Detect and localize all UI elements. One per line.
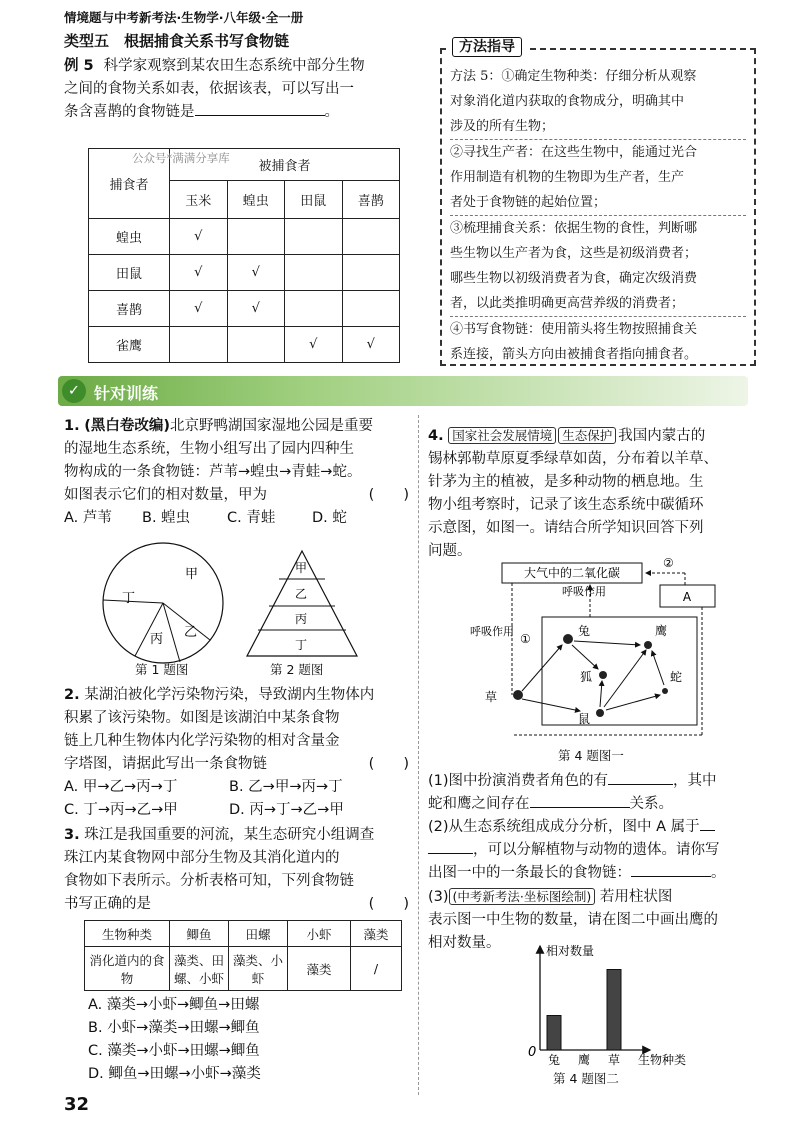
label-1: ① <box>520 632 531 646</box>
q3-option: A. 藻类→小虾→鲫鱼→田螺 <box>88 997 260 1013</box>
q3-table <box>84 920 402 991</box>
q2-option: A. 甲→乙→丙→丁 <box>64 779 178 795</box>
pyramid-label: 丁 <box>295 638 308 652</box>
eagle-icon <box>644 641 652 649</box>
example-label: 例 5 <box>64 58 94 74</box>
q1-line: 如图表示它们的相对数量，甲为 <box>64 487 267 503</box>
table-row <box>89 219 400 255</box>
q4-sub1-text: 关系。 <box>629 796 673 812</box>
grass-label: 草 <box>485 690 498 704</box>
x-tick-label: 兔 <box>547 1053 561 1067</box>
arrow <box>652 651 664 685</box>
q1-answer-paren[interactable]: ( ) <box>368 487 409 503</box>
method-line: ④书写食物链：使用箭头将生物按照捕食关 <box>450 316 746 342</box>
grass-icon <box>513 690 523 700</box>
q3-option: C. 藻类→小虾→田螺→鲫鱼 <box>88 1043 260 1059</box>
cell: √ <box>170 219 228 255</box>
question-4 <box>428 424 750 563</box>
q3-answer-paren[interactable]: ( ) <box>368 896 409 912</box>
method-line: 对象消化道内获取的食物成分，明确其中 <box>450 94 685 109</box>
pie-caption: 第 1 题图 <box>135 662 189 677</box>
q3-line: 珠江内某食物网中部分生物及其消化道内的 <box>64 850 340 866</box>
q3-col-header: 田螺 <box>229 921 288 947</box>
chart-caption: 第 4 题图二 <box>553 1071 619 1086</box>
q3-line: 珠江是我国重要的河流，某生态研究小组调查 <box>84 827 375 843</box>
rabbit-icon <box>563 634 573 644</box>
arrow <box>572 645 598 669</box>
cell <box>342 291 400 327</box>
mouse-icon <box>596 709 604 717</box>
q4-sub3-tag: (中考新考法·坐标图绘制) <box>449 888 596 905</box>
arrow <box>574 641 640 645</box>
table-row <box>89 327 400 363</box>
training-title: 针对训练 <box>94 384 159 403</box>
method-text <box>450 64 746 367</box>
row-name: 田鼠 <box>89 255 170 291</box>
animal-label: 鹰 <box>655 624 668 638</box>
q3-col-header: 小虾 <box>288 921 351 947</box>
prey-1: 蝗虫 <box>227 181 285 219</box>
method-line: 者处于食物链的起始位置； <box>450 195 607 210</box>
prey-0: 玉米 <box>170 181 228 219</box>
example-line-2: 之间的食物关系如表，依据该表，可以写出一 <box>64 81 354 97</box>
q3-option: D. 鲫鱼→田螺→小虾→藻类 <box>88 1066 261 1082</box>
prey-3: 喜鹊 <box>342 181 400 219</box>
table-row <box>89 291 400 327</box>
watermark: 公众号*满满分享库 <box>132 151 230 165</box>
method-line: ②寻找生产者：在这些生物中，能通过光合 <box>450 139 746 165</box>
method-line: 方法 5：①确定生物种类：仔细分析从观察 <box>450 69 697 84</box>
answer-blank[interactable] <box>428 839 473 854</box>
cell <box>285 219 343 255</box>
cell: √ <box>285 327 343 363</box>
q4-sub3-text: 相对数量。 <box>428 935 501 951</box>
cell: √ <box>170 291 228 327</box>
bar-chart <box>520 940 700 1070</box>
example-line-1: 科学家观察到某农田生态系统中部分生物 <box>103 58 365 74</box>
pie-label: 乙 <box>184 625 198 640</box>
pie-divider <box>135 603 163 656</box>
q3-number: 3. <box>64 827 80 843</box>
q1-number: 1. <box>64 418 80 434</box>
q2-line: 某湖泊被化学污染物污染，导致湖内生物体内 <box>84 687 375 703</box>
pie-label: 丙 <box>150 632 164 647</box>
section-title: 类型五 根据捕食关系书写食物链 <box>64 32 290 50</box>
resp-label-2: 呼吸作用 <box>562 585 606 598</box>
q4-sub2-text: (2)从生态系统组成成分分析，图中 A 属于 <box>428 819 700 835</box>
bar-兔 <box>547 1016 561 1051</box>
row-name: 蝗虫 <box>89 219 170 255</box>
arrow <box>604 650 646 707</box>
q4-sub2-text: 出图一中的一条最长的食物链： <box>428 865 631 881</box>
q4-line: 锡林郭勒草原夏季绿草如茵，分布着以羊草、 <box>428 451 718 467</box>
pyramid-figure <box>245 548 360 660</box>
pie-divider <box>163 603 180 662</box>
cell <box>227 327 285 363</box>
cell <box>285 255 343 291</box>
x-axis-label: 生物种类 <box>638 1053 687 1067</box>
q2-option: D. 丙→丁→乙→甲 <box>229 802 344 818</box>
pyramid-label: 乙 <box>295 587 308 601</box>
q4-sub3-text: (3) <box>428 889 449 905</box>
pyramid-label: 甲 <box>295 561 308 575</box>
method-line: 哪些生物以初级消费者为食，确定次级消费 <box>450 271 698 286</box>
book-header: 情境题与中考新考法·生物学·八年级·全一册 <box>64 10 304 25</box>
q3-row-label: 消化道内的食物 <box>85 947 170 991</box>
arrow <box>522 699 580 711</box>
q3-cell: 藻类 <box>288 947 351 991</box>
cell: √ <box>227 255 285 291</box>
q2-option: C. 丁→丙→乙→甲 <box>64 802 178 818</box>
cell: √ <box>342 327 400 363</box>
method-box <box>440 39 756 366</box>
method-line: 作用制造有机物的生物即为生产者，生产 <box>450 170 685 185</box>
co2-label: 大气中的二氧化碳 <box>523 566 621 580</box>
x-tick-label: 鹰 <box>577 1053 591 1067</box>
q4-sub1-text: 蛇和鹰之间存在 <box>428 796 530 812</box>
cell <box>342 255 400 291</box>
q1-option: D. 蛇 <box>312 510 347 526</box>
q4-sub1-text: ，其中 <box>673 773 717 789</box>
q1-option: B. 蝗虫 <box>142 510 191 526</box>
q2-line: 链上几种生物体内化学污染物的相对含量金 <box>64 733 340 749</box>
box-a-label: A <box>682 590 692 604</box>
example-end: 。 <box>324 104 339 120</box>
animal-label: 蛇 <box>670 670 683 684</box>
fox-icon <box>599 671 607 679</box>
method-title: 方法指导 <box>452 37 522 57</box>
q4-line: 针茅为主的植被，是多种动物的栖息地。生 <box>428 474 704 490</box>
prey-2: 田鼠 <box>285 181 343 219</box>
q4-line: 问题。 <box>428 543 472 559</box>
q4-number: 4. <box>428 428 444 444</box>
q4-tag: 生态保护 <box>558 427 616 444</box>
bar-草 <box>607 970 621 1051</box>
snake-icon <box>662 688 668 694</box>
check-icon: ✓ <box>62 379 86 403</box>
method-title-wrap <box>448 36 526 56</box>
q1-option: C. 青蛙 <box>227 510 276 526</box>
resp-label-1: 呼吸作用 <box>470 625 514 638</box>
animal-label: 鼠 <box>578 712 591 726</box>
pie-label: 甲 <box>185 567 199 582</box>
pyramid-caption: 第 2 题图 <box>270 662 324 677</box>
q3-col-header: 鲫鱼 <box>170 921 229 947</box>
cell <box>342 219 400 255</box>
col-header-prey: 被捕食者 公众号*满满分享库 <box>170 149 400 181</box>
table-row <box>89 255 400 291</box>
q4-sub2-text: 。 <box>711 865 726 881</box>
q2-answer-paren[interactable]: ( ) <box>368 756 409 772</box>
answer-blank[interactable] <box>700 816 715 831</box>
question-3 <box>64 824 409 916</box>
bars-group <box>547 970 621 1068</box>
cell <box>170 327 228 363</box>
q3-col-header: 藻类 <box>351 921 402 947</box>
row-name: 雀鹰 <box>89 327 170 363</box>
cell <box>285 291 343 327</box>
origin-label: 0 <box>528 1045 537 1060</box>
q3-line: 食物如下表所示。分析表格可知，下列食物链 <box>64 873 354 889</box>
q4-line: 物小组考察时，记录了该生态系统中碳循环 <box>428 497 704 513</box>
training-banner <box>58 376 748 406</box>
q4-sub2-text: ，可以分解植物与动物的遗体。请你写 <box>473 842 720 858</box>
answer-blank[interactable] <box>631 862 711 877</box>
pie-label: 丁 <box>122 591 136 606</box>
q3-cell: 藻类、田螺、小虾 <box>170 947 229 991</box>
q4-line: 示意图，如图一。请结合所学知识回答下列 <box>428 520 704 536</box>
answer-blank[interactable] <box>195 101 325 116</box>
q1-line: 的湿地生态系统，生物小组写出了园内四种生 <box>64 441 354 457</box>
example-line-3: 条含喜鹊的食物链是 <box>64 104 195 120</box>
q2-option: B. 乙→甲→丙→丁 <box>229 779 343 795</box>
method-line: 涉及的所有生物； <box>450 119 555 134</box>
q1-option: A. 芦苇 <box>64 510 112 526</box>
method-line: 系连接，箭头方向由被捕食者指向捕食者。 <box>450 347 698 362</box>
q4-sub3-text: 若用柱状图 <box>599 889 673 905</box>
predation-table <box>88 148 400 363</box>
diagram-1-caption: 第 4 题图一 <box>558 748 624 763</box>
q2-number: 2. <box>64 687 80 703</box>
q2-line: 积累了该污染物。如图是该湖泊中某条食物 <box>64 710 340 726</box>
animal-label: 狐 <box>580 670 593 684</box>
question-2 <box>64 684 409 822</box>
column-divider <box>418 415 419 1095</box>
pie-figure <box>100 540 230 670</box>
q3-line: 书写正确的是 <box>64 896 151 912</box>
example-5 <box>64 55 414 124</box>
q3-cell: / <box>351 947 402 991</box>
q4-sub3-text: 表示图一中生物的数量，请在图二中画出鹰的 <box>428 912 718 928</box>
page-number: 32 <box>64 1094 90 1115</box>
q1-tag: (黑白卷改编) <box>84 418 170 434</box>
arrow <box>600 681 602 707</box>
row-name: 喜鹊 <box>89 291 170 327</box>
method-line: ③梳理捕食关系：依据生物的食性，判断哪 <box>450 215 746 241</box>
pyramid-label: 丙 <box>295 612 308 626</box>
answer-blank[interactable] <box>608 770 673 785</box>
col-header-predator: 捕食者 <box>89 149 170 219</box>
y-axis-label: 相对数量 <box>546 944 595 958</box>
q3-option: B. 小虾→藻类→田螺→鲫鱼 <box>88 1020 260 1036</box>
label-2: ② <box>663 556 674 570</box>
cell <box>227 219 285 255</box>
q3-col-header: 生物种类 <box>85 921 170 947</box>
animal-label: 兔 <box>578 624 591 638</box>
q3-cell: 藻类、小虾 <box>229 947 288 991</box>
q4-subquestions <box>428 770 750 955</box>
q1-line: 物构成的一条食物链：芦苇→蝗虫→青蛙→蛇。 <box>64 464 362 480</box>
q4-line: 我国内蒙古的 <box>618 428 706 444</box>
cell: √ <box>170 255 228 291</box>
question-1 <box>64 415 409 530</box>
method-line: 些生物以生产者为食，这些是初级消费者； <box>450 246 698 261</box>
q2-line: 字塔图，请据此写出一条食物链 <box>64 756 267 772</box>
carbon-cycle-diagram <box>470 555 730 745</box>
q1-line: 北京野鸭湖国家湿地公园是重要 <box>169 418 373 434</box>
q3-options <box>88 994 408 1086</box>
answer-blank[interactable] <box>530 793 630 808</box>
q4-tag: 国家社会发展情境 <box>448 427 556 444</box>
x-tick-label: 草 <box>607 1053 621 1067</box>
method-line: 者，以此类推明确更高营养级的消费者； <box>450 296 685 311</box>
cell: √ <box>227 291 285 327</box>
q4-sub1-text: (1)图中扮演消费者角色的有 <box>428 773 609 789</box>
arrow <box>606 695 660 710</box>
